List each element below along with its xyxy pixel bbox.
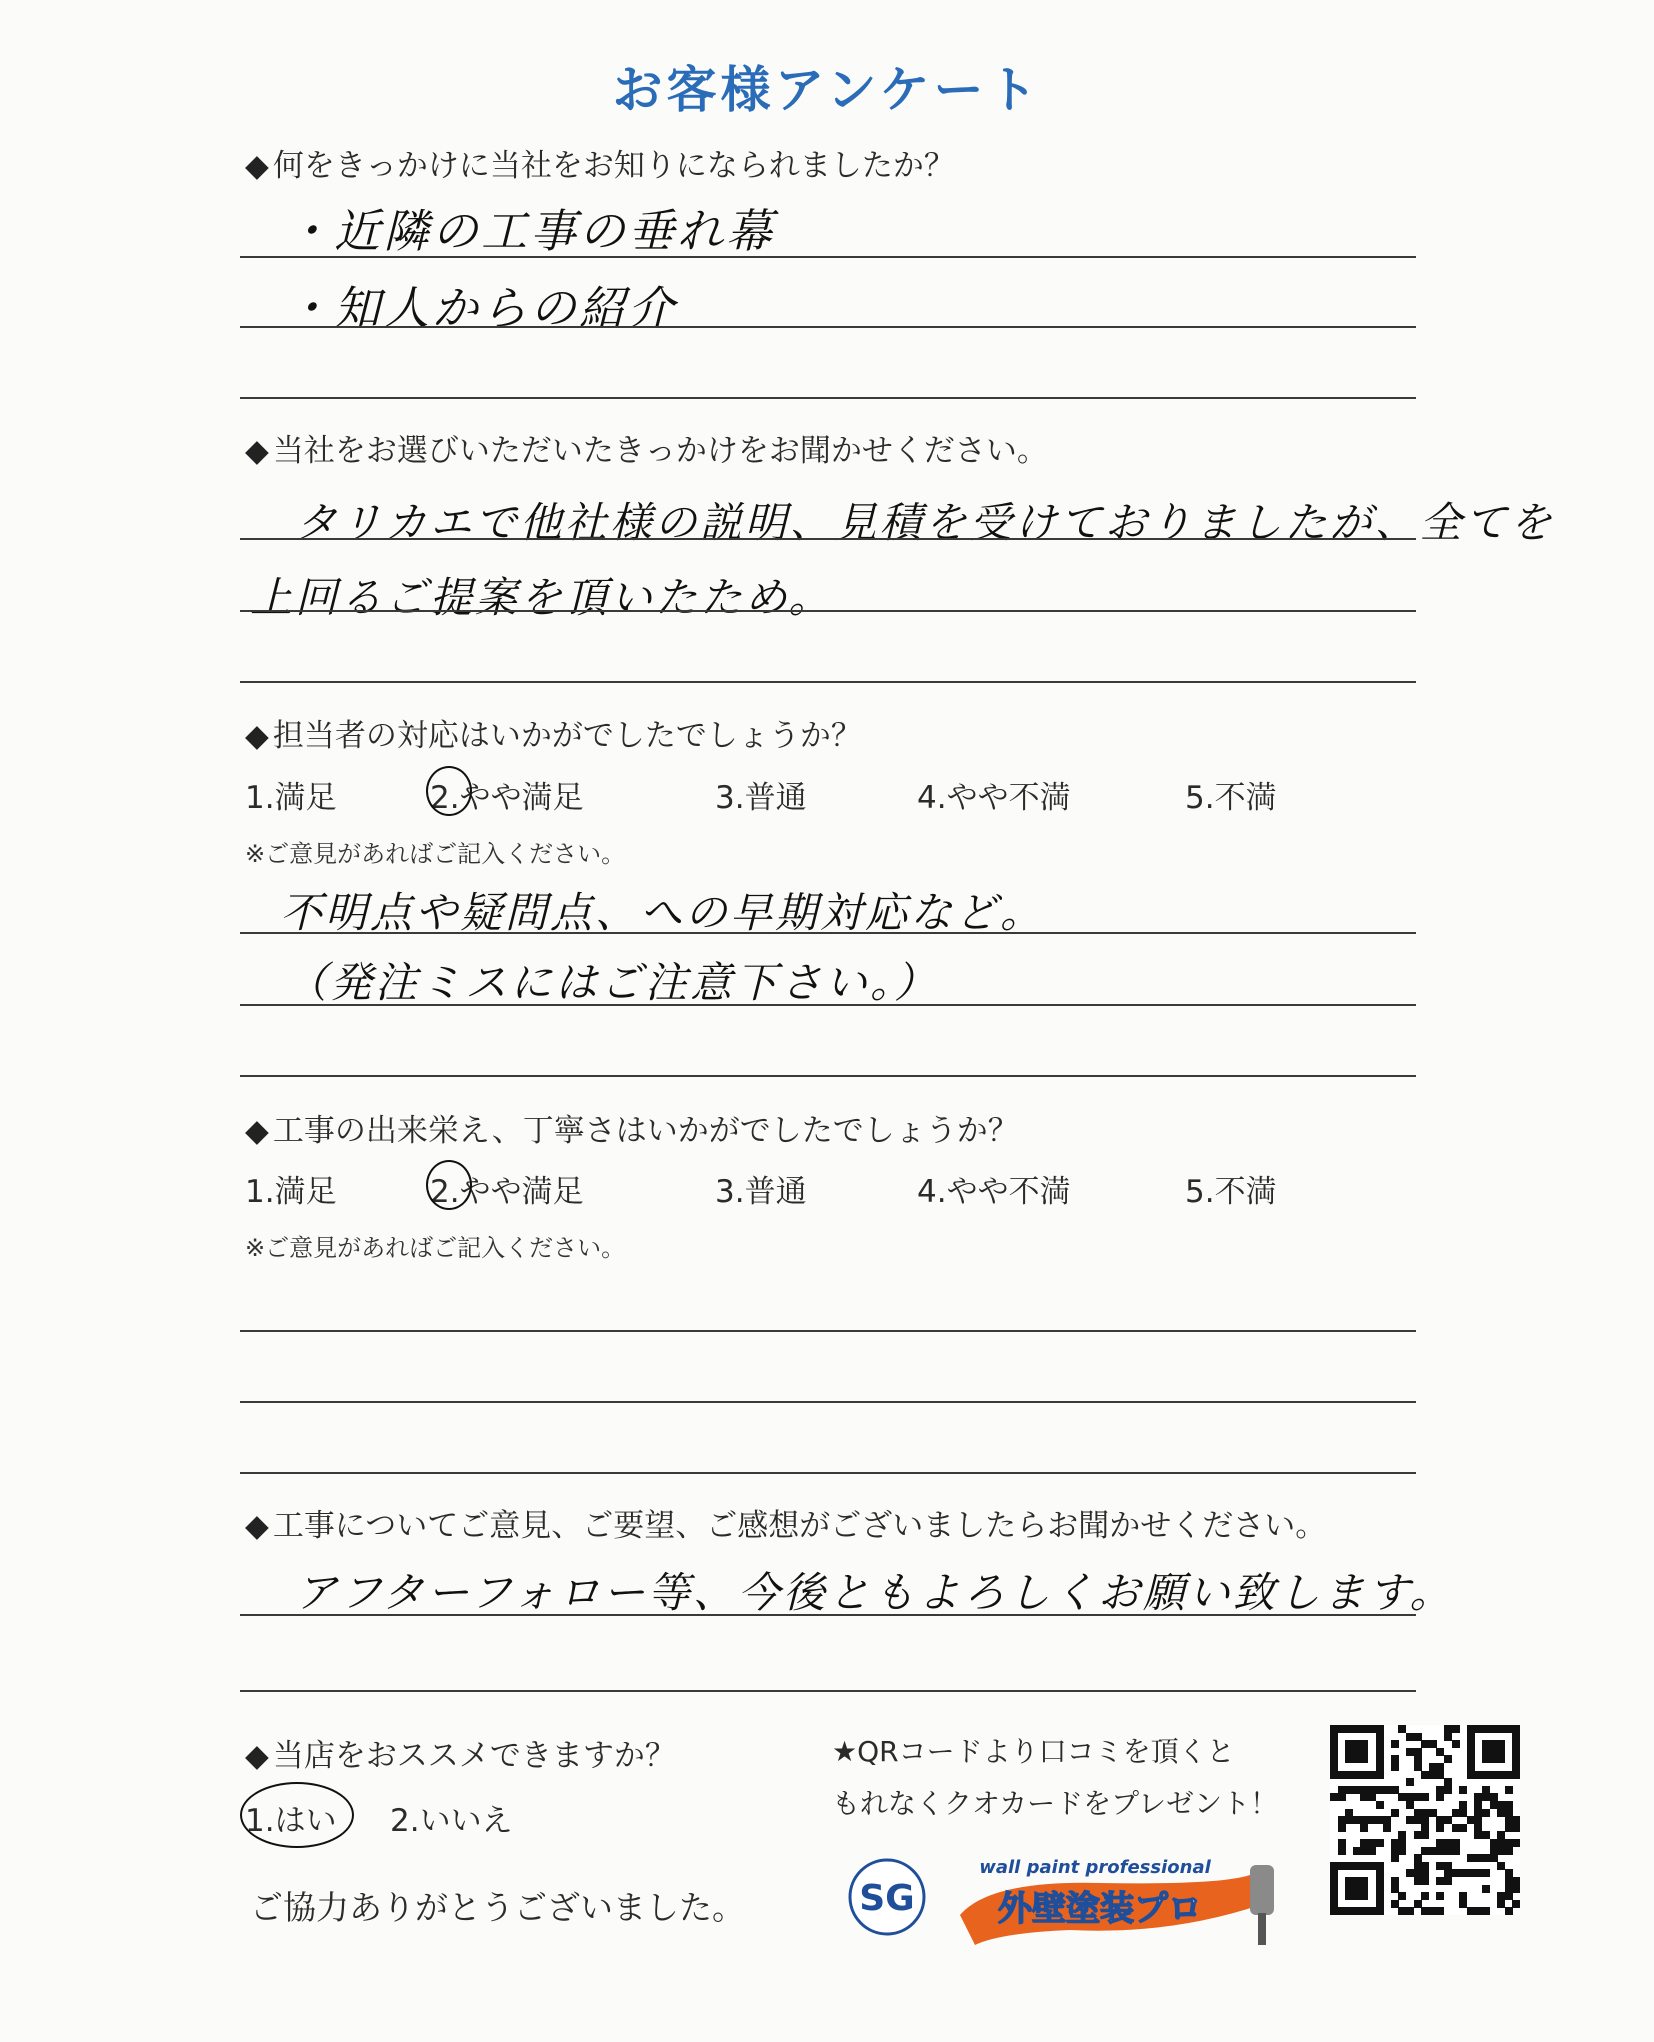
option-4[interactable]: 4.やや不満 — [917, 780, 1071, 816]
thanks-message: ご協力ありがとうございました。 — [250, 1888, 745, 1927]
diamond-bullet-icon: ◆ — [245, 1738, 269, 1774]
question-1-text: 何をきっかけに当社をお知りになられましたか？ — [272, 148, 955, 184]
selected-circle — [240, 1782, 354, 1848]
qr-promo-line-1: ★QRコードより口コミを頂くと — [832, 1735, 1235, 1768]
qr-code-icon[interactable] — [1330, 1725, 1520, 1915]
answer-line — [240, 1401, 1416, 1403]
qr-module — [1360, 1892, 1368, 1900]
qr-promo-line-2: もれなくクオカードをプレゼント！ — [832, 1787, 1279, 1820]
qr-module — [1376, 1907, 1384, 1915]
answer-1-line-2: ・知人からの紹介 — [285, 281, 677, 335]
qr-module — [1421, 1877, 1429, 1885]
option-yes[interactable]: 1.はい — [245, 1803, 337, 1839]
qr-module — [1436, 1892, 1444, 1900]
option-5[interactable]: 5.不満 — [1185, 1174, 1277, 1210]
answer-2-line-2: 上回るご提案を頂いたため。 — [250, 573, 834, 622]
diamond-bullet-icon: ◆ — [245, 433, 269, 469]
answer-3-line-1: 不明点や疑問点、への早期対応など。 — [280, 888, 1046, 937]
option-2[interactable]: 2.やや満足 — [430, 1174, 584, 1210]
answer-line — [240, 1004, 1416, 1006]
qr-module — [1459, 1786, 1467, 1794]
answer-line — [240, 1690, 1416, 1692]
sg-logo-icon — [848, 1858, 926, 1936]
qr-module — [1383, 1824, 1391, 1832]
qr-module — [1444, 1755, 1452, 1763]
qr-module — [1421, 1892, 1429, 1900]
qr-module — [1482, 1885, 1490, 1893]
qr-module — [1512, 1771, 1520, 1779]
question-3 — [245, 710, 862, 755]
selected-circle — [426, 1160, 472, 1210]
question-6 — [245, 1730, 676, 1775]
qr-module — [1452, 1740, 1460, 1748]
answer-line — [240, 610, 1416, 612]
answer-line — [240, 256, 1416, 258]
brand-subtitle: wall paint professional — [979, 1857, 1211, 1878]
answer-line — [240, 1075, 1416, 1077]
qr-module — [1436, 1793, 1444, 1801]
answer-3-line-2: （発注ミスにはご注意下さい。） — [285, 958, 940, 1007]
qr-module — [1391, 1740, 1399, 1748]
qr-module — [1421, 1793, 1429, 1801]
qr-module — [1452, 1725, 1460, 1733]
qr-module — [1505, 1907, 1513, 1915]
qr-module — [1512, 1900, 1520, 1908]
qr-module — [1391, 1763, 1399, 1771]
option-4[interactable]: 4.やや不満 — [917, 1174, 1071, 1210]
diamond-bullet-icon: ◆ — [245, 148, 269, 184]
answer-line — [240, 1472, 1416, 1474]
answer-line — [240, 1614, 1416, 1616]
option-2[interactable]: 2.やや満足 — [430, 780, 584, 816]
answer-1-line-1: ・近隣の工事の垂れ幕 — [285, 204, 775, 258]
comment-note: ※ご意見があればご記入ください。 — [245, 840, 626, 868]
qr-module — [1398, 1847, 1406, 1855]
qr-module — [1398, 1892, 1406, 1900]
question-2-text: 当社をお選びいただいたきっかけをお聞かせください。 — [272, 433, 1048, 469]
option-3[interactable]: 3.普通 — [715, 1174, 807, 1210]
answer-line — [240, 932, 1416, 934]
option-no[interactable]: 2.いいえ — [390, 1803, 513, 1839]
answer-line — [240, 397, 1416, 399]
question-5-text: 工事についてご意見、ご要望、ご感想がございましたらお聞かせください。 — [272, 1508, 1327, 1544]
qr-module — [1368, 1847, 1376, 1855]
qr-module — [1444, 1877, 1452, 1885]
question-4 — [245, 1105, 1019, 1150]
answer-line — [240, 681, 1416, 683]
option-3[interactable]: 3.普通 — [715, 780, 807, 816]
qr-module — [1376, 1839, 1384, 1847]
comment-note: ※ご意見があればご記入ください。 — [245, 1234, 626, 1262]
answer-5-line-1: アフターフォロー等、今後ともよろしくお願い致します。 — [295, 1568, 1455, 1617]
brand-name: 外壁塗装プロ — [998, 1889, 1202, 1929]
qr-module — [1444, 1786, 1452, 1794]
qr-module — [1505, 1786, 1513, 1794]
qr-module — [1436, 1907, 1444, 1915]
sg-logo-text: SG — [859, 1878, 915, 1919]
qr-module — [1512, 1885, 1520, 1893]
qr-module — [1482, 1869, 1490, 1877]
qr-module — [1452, 1847, 1460, 1855]
rating-options-3 — [245, 772, 1345, 816]
answer-line — [240, 1330, 1416, 1332]
qr-module — [1436, 1824, 1444, 1832]
question-5 — [245, 1500, 1326, 1545]
qr-module — [1338, 1824, 1346, 1832]
question-1 — [245, 140, 955, 185]
qr-module — [1360, 1824, 1368, 1832]
diamond-bullet-icon: ◆ — [245, 718, 269, 754]
diamond-bullet-icon: ◆ — [245, 1113, 269, 1149]
question-2 — [245, 425, 1048, 470]
qr-module — [1505, 1847, 1513, 1855]
qr-module — [1459, 1824, 1467, 1832]
question-3-text: 担当者の対応はいかがでしたでしょうか？ — [272, 718, 862, 754]
answer-2-line-1: タリカエで他社様の説明、見積を受けておりましたが、全てを — [295, 498, 1555, 547]
qr-module — [1482, 1907, 1490, 1915]
qr-module — [1338, 1847, 1346, 1855]
question-4-text: 工事の出来栄え、丁寧さはいかがでしたでしょうか？ — [272, 1113, 1019, 1149]
answer-line — [240, 326, 1416, 328]
qr-module — [1512, 1824, 1520, 1832]
option-1[interactable]: 1.満足 — [245, 1174, 337, 1210]
diamond-bullet-icon: ◆ — [245, 1508, 269, 1544]
qr-module — [1406, 1907, 1414, 1915]
qr-module — [1512, 1839, 1520, 1847]
rating-options-4 — [245, 1166, 1345, 1210]
qr-module — [1376, 1801, 1384, 1809]
page-title: お客様アンケート — [612, 61, 1042, 119]
brand-logo — [950, 1845, 1290, 1950]
qr-module — [1376, 1771, 1384, 1779]
qr-module — [1421, 1831, 1429, 1839]
qr-module — [1360, 1755, 1368, 1763]
selected-circle — [426, 766, 472, 816]
qr-module — [1406, 1778, 1414, 1786]
qr-module — [1391, 1809, 1399, 1817]
qr-module — [1482, 1809, 1490, 1817]
question-6-text: 当店をおススメできますか？ — [272, 1738, 676, 1774]
qr-module — [1497, 1755, 1505, 1763]
option-1[interactable]: 1.満足 — [245, 780, 337, 816]
option-5[interactable]: 5.不満 — [1185, 780, 1277, 816]
qr-module — [1338, 1793, 1346, 1801]
answer-line — [240, 538, 1416, 540]
qr-module — [1391, 1854, 1399, 1862]
